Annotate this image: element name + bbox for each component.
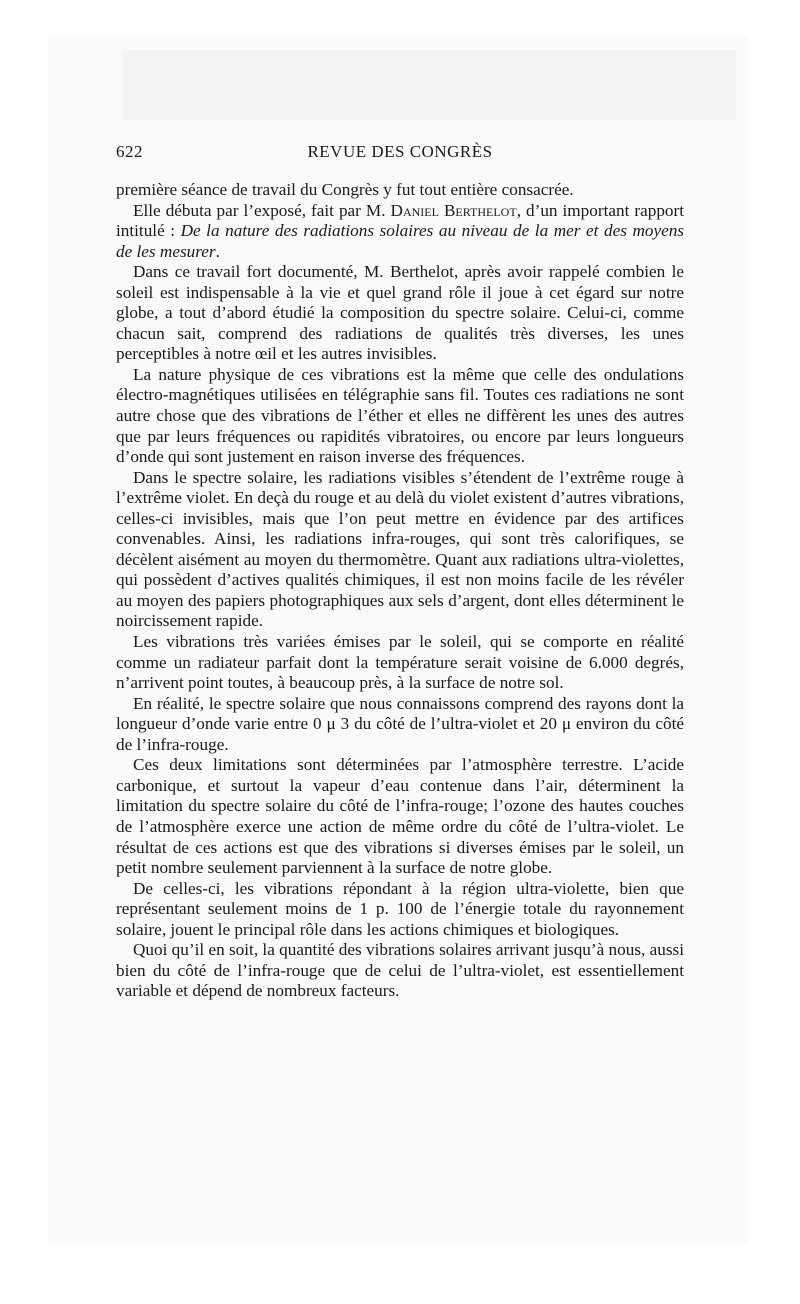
paragraph-9: De celles-ci, les vibrations répondant à la région ultra-violette, bien que représentant seulement moins de 1 p. 100 de l’énergie totale du rayonnement solaire, jouent le principal rôle dans les actions chimiques et biologiques.: [116, 878, 684, 939]
page-number: 622: [116, 142, 143, 161]
paragraph-2-middle: , d’un important rapport intitulé :: [116, 200, 685, 241]
paragraph-1: première séance de travail du Congrès y fut tout entière consacrée.: [116, 180, 574, 199]
page-header: [116, 142, 684, 164]
paragraph-6: Les vibrations très variées émises par le soleil, qui se comporte en réalité comme un radiateur parfait dont la température serait voisine de 6.000 degrés, n’arrivent point toutes, à beaucoup près, à la surface de notre sol.: [116, 632, 684, 693]
paragraph-8: Ces deux limitations sont déterminées par l’atmosphère terrestre. L’acide carbonique, et surtout la vapeur d’eau contenue dans l’air, déterminent la limitation du spectre solaire du côté de l’infra-rouge; l’ozone des hautes couches de l’atmosphère exerce une action de même ordre du côté de l’ultra-violet. Le résultat de ces actions est que des vibrations si diverses émises par le soleil, un petit nombre seulement parviennent à la surface de notre globe.: [116, 755, 684, 878]
paragraph-10: Quoi qu’il en soit, la quantité des vibrations solaires arrivant jusqu’à nous, aussi bien du côté de l’infra-rouge que de celui de l’ultra-violet, est essentiellement variable et dépend de nombreux facteurs.: [116, 940, 684, 1001]
scan-top-band: [122, 50, 736, 120]
report-title: De la nature des radiations solaires au niveau de la mer et des moyens de les mesurer: [116, 221, 684, 261]
paragraph-2: [116, 201, 684, 263]
paragraph-7: En réalité, le spectre solaire que nous connaissons comprend des rayons dont la longueur d’onde varie entre 0 μ 3 du côté de l’ultra-violet et 20 μ environ du côté de l’infra-rouge.: [116, 693, 684, 754]
paragraph-2-end: .: [215, 241, 220, 261]
author-name: Daniel Berthelot: [390, 200, 517, 220]
paragraph-4: La nature physique de ces vibrations est la même que celle des ondulations électro-magnétiques utilisées en télégraphie sans fil. Toutes ces radiations ne sont autre chose que des vibrations de l’éther et elles ne diffèrent les unes des autres que par leurs fréquences ou rapidités vibratoires, ou encore par leurs longueurs d’onde qui sont justement en raison inverse des fréquences.: [116, 364, 684, 467]
paragraph-5: Dans le spectre solaire, les radiations visibles s’étendent de l’extrême rouge à l’extrême violet. En deçà du rouge et au delà du violet existent d’autres vibrations, celles-ci invisibles, mais que l’on peut mettre en évidence par des artifices convenables. Ainsi, les radiations infra-rouges, qui sont très calorifiques, se décèlent aisément au moyen du thermomètre. Quant aux radiations ultra-violettes, qui possèdent d’actives qualités chimiques, il est non moins facile de les révéler au moyen des papiers photographiques aux sels d’argent, dont elles déterminent le noircissement rapide.: [116, 467, 684, 631]
body-text: [116, 180, 684, 1002]
paragraph-2-lead: Elle débuta par l’exposé, fait par M.: [133, 200, 391, 220]
paragraph-3: Dans ce travail fort documenté, M. Berthelot, après avoir rappelé combien le soleil est indispensable à la vie et quel grand rôle il joue à cet égard sur notre globe, a tout d’abord étudié la composition du spectre solaire. Celui-ci, comme chacun sait, comprend des radiations de qualités très diverses, les unes perceptibles à notre œil et les autres invisibles.: [116, 262, 684, 364]
running-head: REVUE DES CONGRÈS: [307, 142, 493, 161]
